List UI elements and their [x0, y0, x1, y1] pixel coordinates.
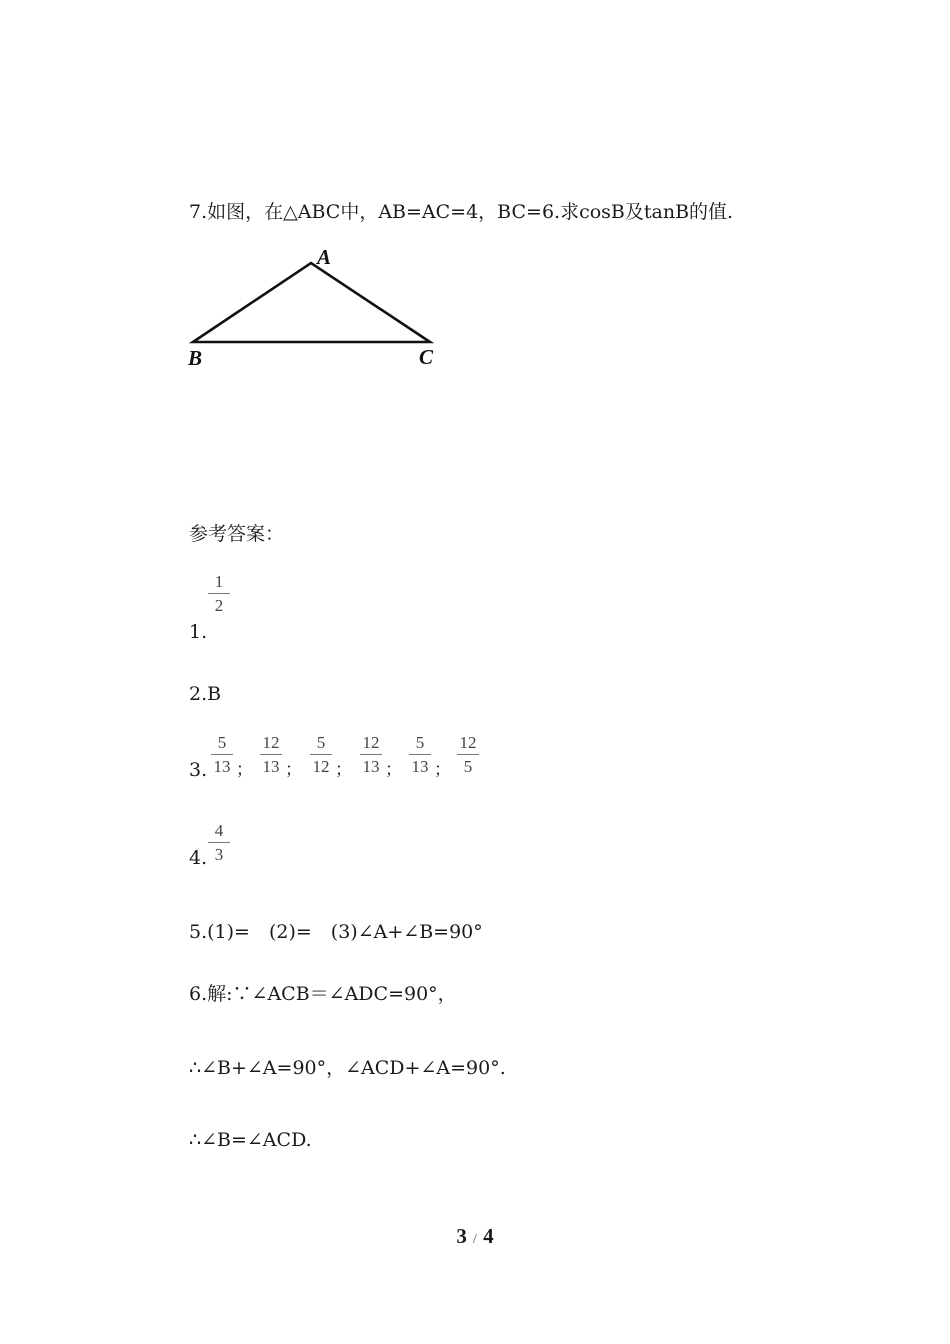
answer-3-label: 3.	[189, 759, 208, 781]
answer-4-label: 4.	[189, 847, 208, 869]
page-number	[0, 1224, 950, 1249]
answer-1-fraction	[204, 573, 234, 615]
fraction-denominator: 12	[312, 757, 330, 776]
fraction-denominator: 2	[214, 596, 224, 615]
fraction-numerator: 12	[362, 733, 380, 752]
fraction-numerator: 5	[217, 733, 227, 752]
triangle-abc	[193, 263, 430, 342]
answer-3-fraction-6	[453, 734, 483, 776]
answer-3-separator: ；	[434, 760, 451, 780]
fraction-denominator: 13	[362, 757, 380, 776]
answer-3-separator: ；	[236, 760, 253, 780]
answer-2-text: 2.B	[189, 683, 222, 705]
fraction-numerator: 5	[415, 733, 425, 752]
answer-1-label: 1.	[189, 621, 208, 643]
fraction-numerator: 12	[262, 733, 280, 752]
vertex-label-b: B	[188, 346, 203, 370]
question-7-text: 7.如图，在△ABC中，AB=AC=4，BC=6.求cosB及tanB的值.	[189, 201, 734, 223]
fraction-numerator: 4	[214, 821, 224, 840]
answer-3-fraction-1	[207, 734, 237, 776]
answer-6-line-1: 6.解:∵∠ACB＝∠ADC=90°，	[189, 983, 457, 1005]
triangle-abc-figure	[180, 240, 460, 375]
answer-5-text: 5.(1)= (2)= (3)∠A+∠B=90°	[189, 921, 483, 943]
vertex-label-c: C	[419, 345, 434, 369]
fraction-numerator: 5	[316, 733, 326, 752]
fraction-denominator: 13	[411, 757, 429, 776]
answer-3-fraction-3	[306, 734, 336, 776]
answer-6-line-3: ∴∠B=∠ACD.	[189, 1129, 312, 1151]
answer-6-line-2: ∴∠B+∠A=90°，∠ACD+∠A=90°.	[189, 1057, 506, 1079]
answer-3-separator: ；	[385, 760, 402, 780]
answers-heading: 参考答案：	[189, 523, 285, 545]
page-number-total: 4	[483, 1224, 494, 1248]
answer-3-fraction-4	[356, 734, 386, 776]
answer-3-fraction-2	[256, 734, 286, 776]
answer-3-fraction-5	[405, 734, 435, 776]
fraction-denominator: 3	[214, 845, 224, 864]
fraction-denominator: 13	[213, 757, 231, 776]
page-number-separator: /	[472, 1231, 478, 1247]
vertex-label-a: A	[317, 245, 332, 269]
answer-4-fraction	[204, 822, 234, 864]
answer-3-separator: ；	[335, 760, 352, 780]
fraction-denominator: 13	[262, 757, 280, 776]
fraction-denominator: 5	[463, 757, 473, 776]
answer-3-separator: ；	[285, 760, 302, 780]
fraction-numerator: 12	[459, 733, 477, 752]
fraction-numerator: 1	[214, 572, 224, 591]
page-number-current: 3	[456, 1224, 467, 1248]
